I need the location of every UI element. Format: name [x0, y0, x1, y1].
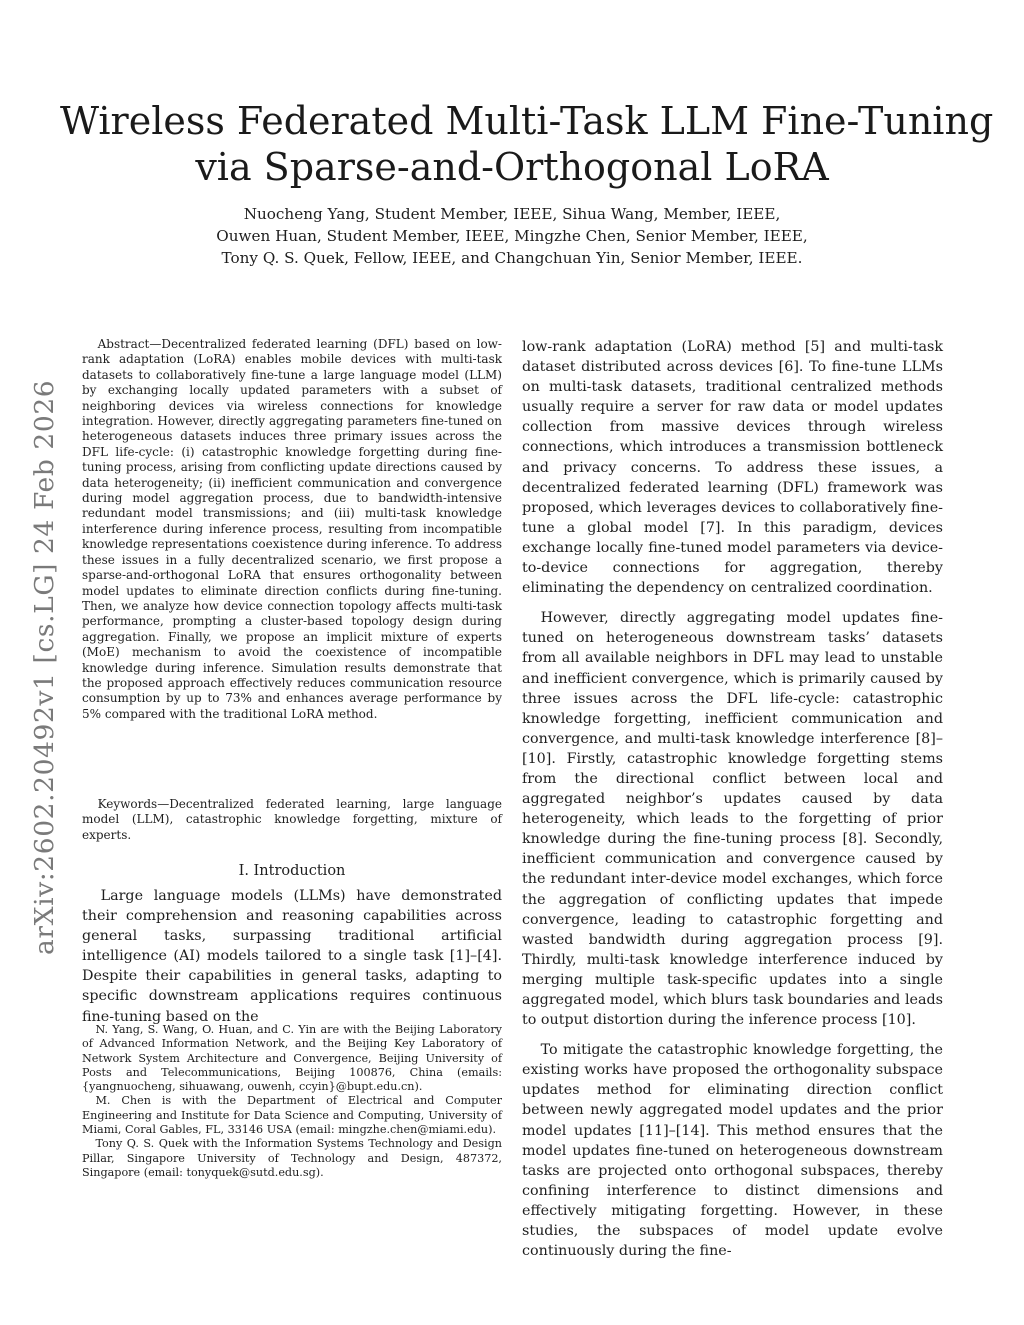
paper-title-line-1: Wireless Federated Multi-Task LLM Fine-Tuning [60, 99, 994, 143]
intro-paragraph-3: To mitigate the catastrophic knowledge forgetting, the existing works have proposed the orthogonality subspace updates method for eliminating direction conflict between newly aggregated model updates and the prior model updates [11]–[14]. This method ensures that the model updates fine-tuned on heterogeneous downstream tasks are projected onto orthogonal subspaces, thereby confining interference to distinct dimensions and effectively mitigating forgetting. However, in these studies, the subspaces of model update evolve continuously during the fine- [522, 1042, 943, 1260]
paper-title-line-2: via Sparse-and-Orthogonal LoRA [195, 145, 829, 189]
keywords-text: Keywords—Decentralized federated learning, large language model (LLM), catastrophic knowledge forgetting, mixture of experts. [82, 797, 502, 842]
abstract-text: Abstract—Decentralized federated learning (DFL) based on low-rank adaptation (LoRA) enables mobile devices with multi-task datasets to collaboratively fine-tune a large language model (LLM) by exchanging locally updated parameters with a subset of neighboring devices via wireless connections for knowledge integration. However, directly aggregating parameters fine-tuned on heterogeneous datasets induces three primary issues across the DFL life-cycle: (i) catastrophic knowledge forgetting during fine-tuning process, arising from conflicting update directions caused by data heterogeneity; (ii) inefficient communication and convergence during model aggregation process, due to bandwidth-intensive redundant model transmissions; and (iii) multi-task knowledge interference during inference process, resulting from incompatible knowledge representations coexistence during inference. To address these issues in a fully decentralized scenario, we first propose a sparse-and-orthogonal LoRA that ensures orthogonality between model updates to eliminate direction conflicts during fine-tuning. Then, we analyze how device connection topology affects multi-task performance, prompting a cluster-based topology design during aggregation. Finally, we propose an implicit mixture of experts (MoE) mechanism to avoid the coexistence of incompatible knowledge during inference. Simulation results demonstrate that the proposed approach effectively reduces communication resource consumption by up to 73% and enhances average performance by 5% compared with the traditional LoRA method. [82, 337, 502, 721]
intro-paragraph-continued: low-rank adaptation (LoRA) method [5] and multi-task dataset distributed across devices [6]. To fine-tune LLMs on multi-task datasets, traditional centralized methods usually require a server for raw data or model updates collection from massive devices through wireless connections, which introduces a transmission bottleneck and privacy concerns. To address these issues, a decentralized federated learning (DFL) framework was proposed, which leverages devices to collaboratively fine-tune a global model [7]. In this paradigm, devices exchange locally fine-tuned model parameters via device-to-device connections for aggregation, thereby eliminating the dependency on centralized coordination. [522, 339, 943, 597]
paper-title [60, 98, 994, 190]
author-list [60, 203, 964, 269]
keywords-block [82, 797, 502, 843]
footnote-affiliation-miami: M. Chen is with the Department of Electrical and Computer Engineering and Institute for Data Science and Computing, University of Miami, Coral Gables, FL, 33146 USA (email: mingzhe.chen@miami.edu). [82, 1094, 502, 1137]
section-heading-introduction: I. Introduction [238, 863, 346, 879]
footnote-affiliation-sutd: Tony Q. S. Quek with the Information Systems Technology and Design Pillar, Singapore University of Technology and Design, 487372, Singapore (email: tonyquek@sutd.edu.sg). [82, 1137, 502, 1179]
introduction-right-column [522, 337, 943, 1261]
author-line-2: Ouwen Huan, Student Member, IEEE, Mingzhe Chen, Senior Member, IEEE, [216, 227, 808, 245]
author-line-3: Tony Q. S. Quek, Fellow, IEEE, and Changchuan Yin, Senior Member, IEEE. [221, 249, 803, 267]
introduction-left-column [82, 886, 502, 1027]
footnote-affiliation-bupt: N. Yang, S. Wang, O. Huan, and C. Yin are with the Beijing Laboratory of Advanced Information Network, and the Beijing Key Laboratory of Network System Architecture and Convergence, Beijing University of Posts and Telecommunications, Beijing 100876, China (emails: {yangnuocheng, sihuawang, ouwenh, ccyin}@bupt.edu.cn). [82, 1023, 502, 1094]
arxiv-identifier: arXiv:2602.20492v1 [cs.LG] 24 Feb 2026 [29, 379, 60, 955]
author-line-1: Nuocheng Yang, Student Member, IEEE, Sihua Wang, Member, IEEE, [243, 205, 781, 223]
intro-paragraph-2: However, directly aggregating model updates fine-tuned on heterogeneous downstream tasks’ datasets from all available neighbors in DFL may lead to unstable and inefficient convergence, which is primarily caused by three issues across the DFL life-cycle: catastrophic knowledge forgetting, inefficient communication and convergence, and multi-task knowledge interference [8]–[10]. Firstly, catastrophic knowledge forgetting stems from the directional conflict between local and aggregated neighbor’s updates caused by data heterogeneity, which leads to the forgetting of prior knowledge during the fine-tuning process [8]. Secondly, inefficient communication and convergence caused by the redundant inter-device model exchanges, which force the aggregation of conflicting updates that impede convergence, leading to catastrophic forgetting and wasted bandwidth during aggregation process [9]. Thirdly, multi-task knowledge interference induced by merging multiple task-specific updates into a single aggregated model, which blurs task boundaries and leads to output distortion during the inference process [10]. [522, 610, 943, 1029]
abstract-block [82, 337, 502, 722]
author-footnotes [82, 1023, 502, 1180]
intro-paragraph-1: Large language models (LLMs) have demonstrated their comprehension and reasoning capabilities across general tasks, surpassing traditional artificial intelligence (AI) models tailored to a single task [1]–[4]. Despite their capabilities in general tasks, adapting to specific downstream applications requires continuous fine-tuning based on the [82, 888, 502, 1025]
